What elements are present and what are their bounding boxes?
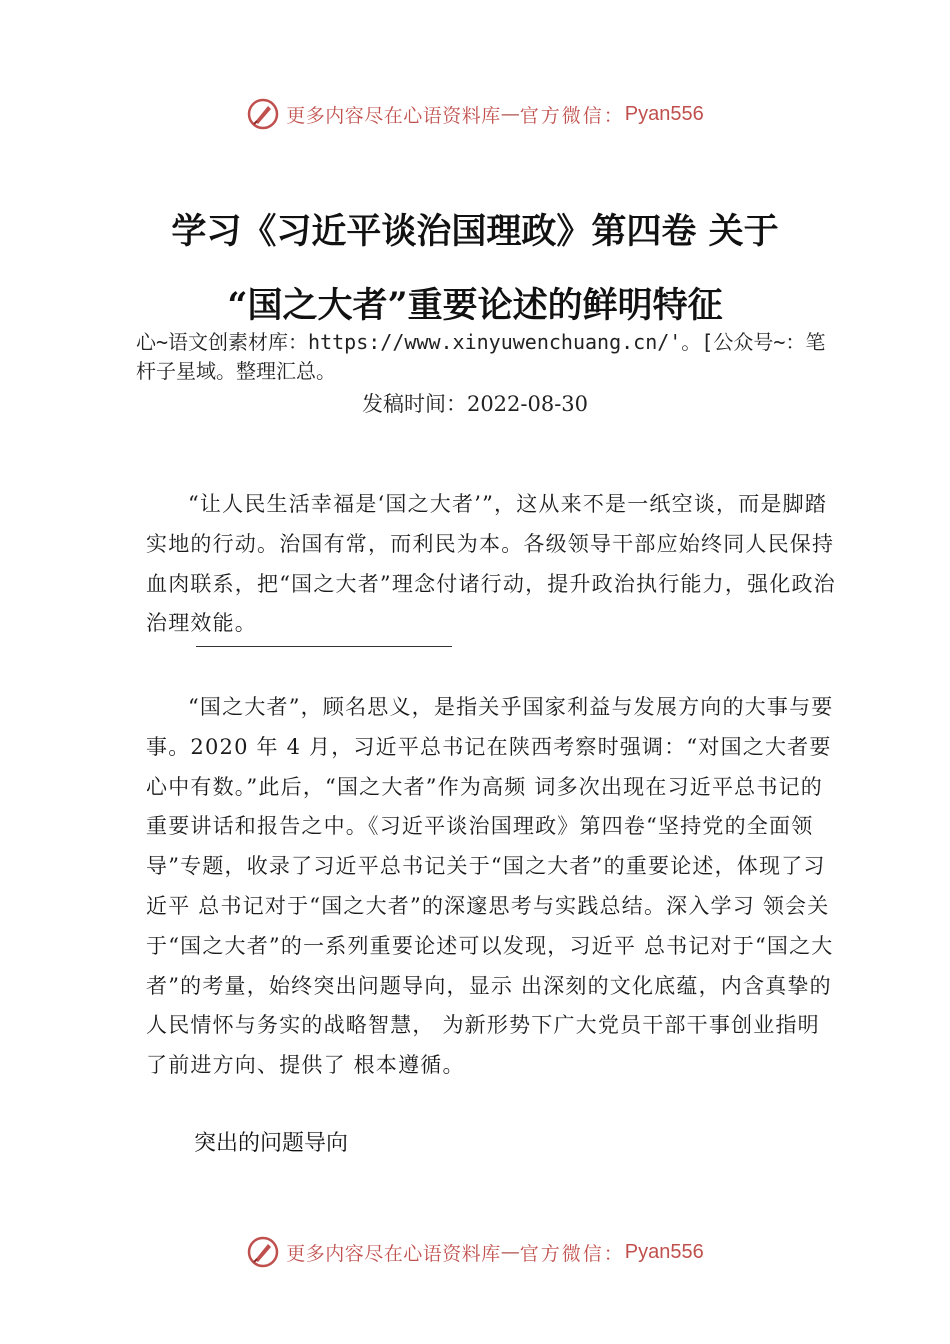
- publish-date: [0, 388, 950, 418]
- quill-pen-logo-icon: [246, 1235, 280, 1269]
- bottom-watermark-banner: [0, 1232, 950, 1272]
- section-divider: [196, 646, 452, 647]
- banner-wechat-id: Pyan556: [624, 102, 704, 125]
- paragraph-quote: “让人民生活幸福是‘国之大者’”，这从来不是一纸空谈，而是脚踏实地的行动。治国有常，而利民为本。各级领导干部应始终同人民保持血肉联系，把“国之大者”理念付诸行动，提升政治执行能力，强化政治治理效能。: [146, 492, 836, 636]
- banner-text: 更多内容尽在心语资料库: [286, 104, 501, 127]
- banner-wechat-label: 官方微信：: [519, 105, 625, 127]
- document-title-line1: 学习《习近平谈治国理政》第四卷 关于: [171, 211, 779, 252]
- banner-wechat-id: Pyan556: [624, 1240, 704, 1263]
- document-title-line2: “国之大者”重要论述的鲜明特征: [227, 285, 723, 326]
- banner-text: 更多内容尽在心语资料库: [286, 1242, 501, 1265]
- banner-wechat-label: 官方微信：: [519, 1243, 625, 1265]
- section-heading: 突出的问题导向: [194, 1131, 349, 1156]
- source-note: 心~语文创素材库：https://www.xinyuwenchuang.cn/'。[公众号~：笔杆子星域。整理汇总。: [136, 330, 826, 383]
- banner-separator: —: [500, 103, 520, 125]
- date-value: 2022-08-30: [466, 392, 589, 416]
- top-watermark-banner: [0, 94, 950, 134]
- date-label: 发稿时间：: [361, 392, 467, 416]
- quill-pen-logo-icon: [246, 97, 280, 131]
- banner-separator: —: [500, 1241, 520, 1263]
- paragraph-body: “国之大者”，顾名思义，是指关乎国家利益与发展方向的大事与要事。2020 年 4 月，习近平总书记在陕西考察时强调：“对国之大者要心中有数。”此后，“国之大者”作为高频 词多次出现在习近平总书记的重要讲话和报告之中。《习近平谈治国理政》第四卷“坚持党的全面领导”专题，收录了习近平总书记关于“国之大者”的重要论述，体现了习近平 总书记对于“国之大者”的深邃思考与实践总结。深入学习 领会关于“国之大者”的一系列重要论述可以发现，习近平 总书记对于“国之大者”的考量，始终突出问题导向，显示 出深刻的文化底蕴，内含真挚的人民情怀与务实的战略智慧， 为新形势下广大党员干部干事创业指明了前进方向、提供了 根本遵循。: [146, 695, 834, 1078]
